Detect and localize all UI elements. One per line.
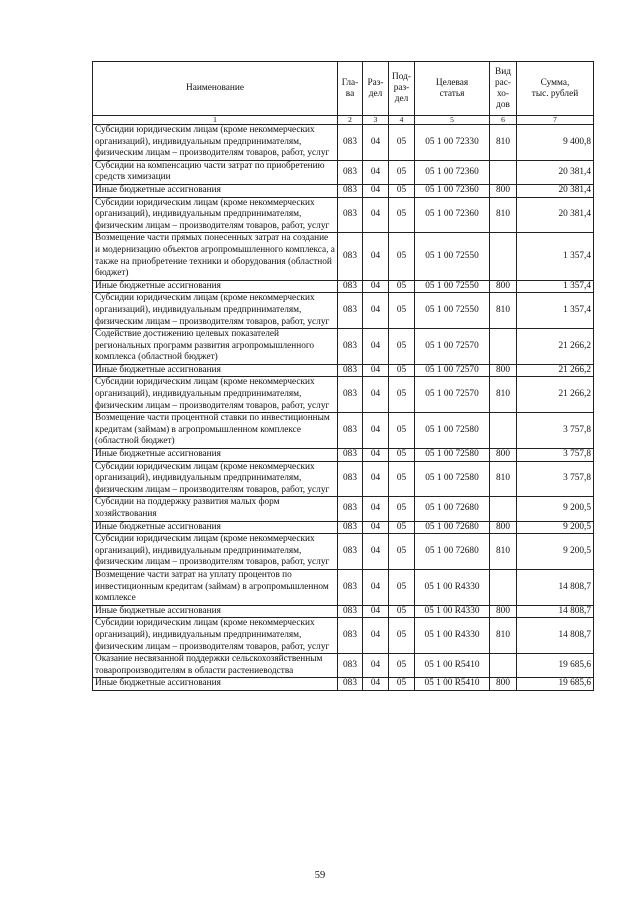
table-row	[93, 197, 594, 233]
row-target-article: 05 1 00 72360	[415, 197, 490, 233]
row-name: Субсидии на поддержку развития малых форм хозяйствования	[93, 497, 338, 521]
row-sum: 9 200,5	[517, 497, 594, 521]
row-section: 04	[363, 184, 389, 197]
row-chapter: 083	[338, 654, 363, 678]
table-row	[93, 233, 594, 280]
row-name: Субсидии юридическим лицам (кроме некоммерческих организаций), индивидуальным предпринимателям, физическим лицам – производителям товаров, работ, услуг	[93, 293, 338, 329]
row-chapter: 083	[338, 184, 363, 197]
row-subsection: 05	[389, 618, 415, 654]
row-sum: 9 200,5	[517, 521, 594, 534]
row-subsection: 05	[389, 377, 415, 413]
table-row	[93, 280, 594, 293]
row-name: Субсидии юридическим лицам (кроме некоммерческих организаций), индивидуальным предпринимателям, физическим лицам – производителям товаров, работ, услуг	[93, 197, 338, 233]
row-subsection: 05	[389, 413, 415, 449]
row-target-article: 05 1 00 72570	[415, 364, 490, 377]
row-expense-type: 810	[490, 125, 517, 161]
row-subsection: 05	[389, 184, 415, 197]
row-section: 04	[363, 497, 389, 521]
row-subsection: 05	[389, 233, 415, 280]
row-name: Иные бюджетные ассигнования	[93, 521, 338, 534]
row-chapter: 083	[338, 461, 363, 497]
row-sum: 21 266,2	[517, 329, 594, 365]
table-row	[93, 293, 594, 329]
row-chapter: 083	[338, 280, 363, 293]
row-subsection: 05	[389, 654, 415, 678]
row-target-article: 05 1 00 R5410	[415, 678, 490, 691]
table-row	[93, 160, 594, 184]
table-body	[93, 125, 594, 691]
row-sum: 3 757,8	[517, 413, 594, 449]
row-section: 04	[363, 160, 389, 184]
row-subsection: 05	[389, 678, 415, 691]
table-row	[93, 449, 594, 462]
row-chapter: 083	[338, 233, 363, 280]
row-name: Возмещение части прямых понесенных затрат на создание и модернизацию объектов агропромышленного комплекса, а также на приобретение техники и оборудования (областной бюджет)	[93, 233, 338, 280]
row-section: 04	[363, 654, 389, 678]
row-target-article: 05 1 00 72680	[415, 521, 490, 534]
row-target-article: 05 1 00 72550	[415, 293, 490, 329]
row-name: Иные бюджетные ассигнования	[93, 678, 338, 691]
table-row	[93, 377, 594, 413]
row-chapter: 083	[338, 329, 363, 365]
row-name: Возмещение части затрат на уплату процентов по инвестиционным кредитам (займам) в агропромышленном комплексе	[93, 569, 338, 605]
row-subsection: 05	[389, 569, 415, 605]
row-sum: 14 808,7	[517, 605, 594, 618]
row-section: 04	[363, 329, 389, 365]
row-sum: 21 266,2	[517, 377, 594, 413]
row-expense-type: 810	[490, 197, 517, 233]
row-name: Субсидии юридическим лицам (кроме некоммерческих организаций), индивидуальным предпринимателям, физическим лицам – производителям товаров, работ, услуг	[93, 461, 338, 497]
row-subsection: 05	[389, 534, 415, 570]
row-target-article: 05 1 00 72330	[415, 125, 490, 161]
row-subsection: 05	[389, 197, 415, 233]
row-sum: 1 357,4	[517, 293, 594, 329]
row-name: Субсидии на компенсацию части затрат по приобретению средств химизации	[93, 160, 338, 184]
header-subsection: Под- раз- дел	[389, 62, 415, 116]
budget-table	[92, 61, 594, 691]
row-subsection: 05	[389, 293, 415, 329]
row-target-article: 05 1 00 R4330	[415, 618, 490, 654]
row-target-article: 05 1 00 72680	[415, 497, 490, 521]
row-name: Возмещение части процентной ставки по инвестиционным кредитам (займам) в агропромышленном комплексе (областной бюджет)	[93, 413, 338, 449]
row-expense-type: 800	[490, 521, 517, 534]
column-number: 3	[363, 116, 389, 125]
table-row	[93, 654, 594, 678]
row-sum: 14 808,7	[517, 618, 594, 654]
table-row	[93, 329, 594, 365]
row-expense-type	[490, 654, 517, 678]
row-sum: 1 357,4	[517, 280, 594, 293]
row-chapter: 083	[338, 605, 363, 618]
row-sum: 19 685,6	[517, 678, 594, 691]
row-name: Иные бюджетные ассигнования	[93, 280, 338, 293]
row-chapter: 083	[338, 197, 363, 233]
row-name: Оказание несвязанной поддержки сельскохозяйственным товаропроизводителям в области растениеводства	[93, 654, 338, 678]
row-chapter: 083	[338, 618, 363, 654]
page-number: 59	[314, 870, 326, 881]
row-target-article: 05 1 00 72360	[415, 160, 490, 184]
row-expense-type	[490, 569, 517, 605]
row-target-article: 05 1 00 72580	[415, 413, 490, 449]
row-expense-type: 800	[490, 678, 517, 691]
row-target-article: 05 1 00 72570	[415, 329, 490, 365]
table-row	[93, 618, 594, 654]
table-row	[93, 534, 594, 570]
column-number: 6	[490, 116, 517, 125]
header-section: Раз- дел	[363, 62, 389, 116]
row-section: 04	[363, 534, 389, 570]
column-number: 4	[389, 116, 415, 125]
row-expense-type: 800	[490, 364, 517, 377]
row-chapter: 083	[338, 160, 363, 184]
row-section: 04	[363, 197, 389, 233]
row-section: 04	[363, 125, 389, 161]
row-section: 04	[363, 449, 389, 462]
row-expense-type: 810	[490, 293, 517, 329]
row-expense-type: 810	[490, 461, 517, 497]
row-section: 04	[363, 461, 389, 497]
header-name: Наименование	[93, 62, 338, 116]
row-sum: 20 381,4	[517, 184, 594, 197]
row-subsection: 05	[389, 449, 415, 462]
table-row	[93, 413, 594, 449]
row-target-article: 05 1 00 72580	[415, 461, 490, 497]
row-expense-type: 800	[490, 184, 517, 197]
row-sum: 14 808,7	[517, 569, 594, 605]
row-chapter: 083	[338, 534, 363, 570]
row-expense-type	[490, 233, 517, 280]
header-target-article: Целевая статья	[415, 62, 490, 116]
column-number: 1	[93, 116, 338, 125]
row-subsection: 05	[389, 497, 415, 521]
row-name: Субсидии юридическим лицам (кроме некоммерческих организаций), индивидуальным предпринимателям, физическим лицам – производителям товаров, работ, услуг	[93, 377, 338, 413]
row-subsection: 05	[389, 125, 415, 161]
table-row	[93, 497, 594, 521]
row-section: 04	[363, 233, 389, 280]
row-chapter: 083	[338, 293, 363, 329]
header-chapter: Гла- ва	[338, 62, 363, 116]
table-row	[93, 364, 594, 377]
row-section: 04	[363, 521, 389, 534]
row-section: 04	[363, 678, 389, 691]
row-chapter: 083	[338, 413, 363, 449]
row-sum: 1 357,4	[517, 233, 594, 280]
row-name: Субсидии юридическим лицам (кроме некоммерческих организаций), индивидуальным предпринимателям, физическим лицам – производителям товаров, работ, услуг	[93, 125, 338, 161]
row-expense-type: 800	[490, 280, 517, 293]
row-name: Иные бюджетные ассигнования	[93, 449, 338, 462]
row-target-article: 05 1 00 72680	[415, 534, 490, 570]
row-target-article: 05 1 00 R5410	[415, 654, 490, 678]
row-sum: 3 757,8	[517, 461, 594, 497]
row-subsection: 05	[389, 521, 415, 534]
row-section: 04	[363, 413, 389, 449]
row-sum: 19 685,6	[517, 654, 594, 678]
header-expense-type: Вид рас- хо- дов	[490, 62, 517, 116]
column-number: 2	[338, 116, 363, 125]
header-row	[93, 62, 594, 116]
table-row	[93, 125, 594, 161]
row-chapter: 083	[338, 449, 363, 462]
row-section: 04	[363, 605, 389, 618]
row-name: Иные бюджетные ассигнования	[93, 605, 338, 618]
row-subsection: 05	[389, 364, 415, 377]
row-expense-type	[490, 497, 517, 521]
row-sum: 20 381,4	[517, 160, 594, 184]
table-row	[93, 569, 594, 605]
table-row	[93, 461, 594, 497]
row-chapter: 083	[338, 364, 363, 377]
row-section: 04	[363, 377, 389, 413]
row-target-article: 05 1 00 72550	[415, 233, 490, 280]
table-row	[93, 678, 594, 691]
row-expense-type: 800	[490, 449, 517, 462]
row-chapter: 083	[338, 125, 363, 161]
row-section: 04	[363, 569, 389, 605]
row-expense-type: 810	[490, 618, 517, 654]
row-target-article: 05 1 00 R4330	[415, 605, 490, 618]
row-subsection: 05	[389, 280, 415, 293]
row-chapter: 083	[338, 521, 363, 534]
row-name: Субсидии юридическим лицам (кроме некоммерческих организаций), индивидуальным предпринимателям, физическим лицам – производителям товаров, работ, услуг	[93, 618, 338, 654]
row-section: 04	[363, 280, 389, 293]
row-sum: 9 200,5	[517, 534, 594, 570]
row-expense-type	[490, 160, 517, 184]
table-row	[93, 605, 594, 618]
header-sum: Сумма, тыс. рублей	[517, 62, 594, 116]
row-name: Субсидии юридическим лицам (кроме некоммерческих организаций), индивидуальным предпринимателям, физическим лицам – производителям товаров, работ, услуг	[93, 534, 338, 570]
row-section: 04	[363, 293, 389, 329]
row-expense-type	[490, 329, 517, 365]
row-section: 04	[363, 618, 389, 654]
row-subsection: 05	[389, 160, 415, 184]
row-chapter: 083	[338, 678, 363, 691]
row-name: Иные бюджетные ассигнования	[93, 364, 338, 377]
row-expense-type	[490, 413, 517, 449]
table-row	[93, 184, 594, 197]
row-expense-type: 810	[490, 534, 517, 570]
row-chapter: 083	[338, 497, 363, 521]
row-name: Содействие достижению целевых показателей региональных программ развития агропромышленного комплекса (областной бюджет)	[93, 329, 338, 365]
row-target-article: 05 1 00 72580	[415, 449, 490, 462]
table-row	[93, 521, 594, 534]
column-number: 7	[517, 116, 594, 125]
column-number: 5	[415, 116, 490, 125]
row-sum: 3 757,8	[517, 449, 594, 462]
row-expense-type: 800	[490, 605, 517, 618]
column-number-row	[93, 116, 594, 125]
row-section: 04	[363, 364, 389, 377]
row-expense-type: 810	[490, 377, 517, 413]
row-chapter: 083	[338, 569, 363, 605]
row-sum: 21 266,2	[517, 364, 594, 377]
row-sum: 20 381,4	[517, 197, 594, 233]
row-target-article: 05 1 00 72550	[415, 280, 490, 293]
row-sum: 9 400,8	[517, 125, 594, 161]
row-name: Иные бюджетные ассигнования	[93, 184, 338, 197]
row-subsection: 05	[389, 605, 415, 618]
row-target-article: 05 1 00 72570	[415, 377, 490, 413]
row-target-article: 05 1 00 72360	[415, 184, 490, 197]
row-target-article: 05 1 00 R4330	[415, 569, 490, 605]
row-subsection: 05	[389, 329, 415, 365]
row-chapter: 083	[338, 377, 363, 413]
row-subsection: 05	[389, 461, 415, 497]
